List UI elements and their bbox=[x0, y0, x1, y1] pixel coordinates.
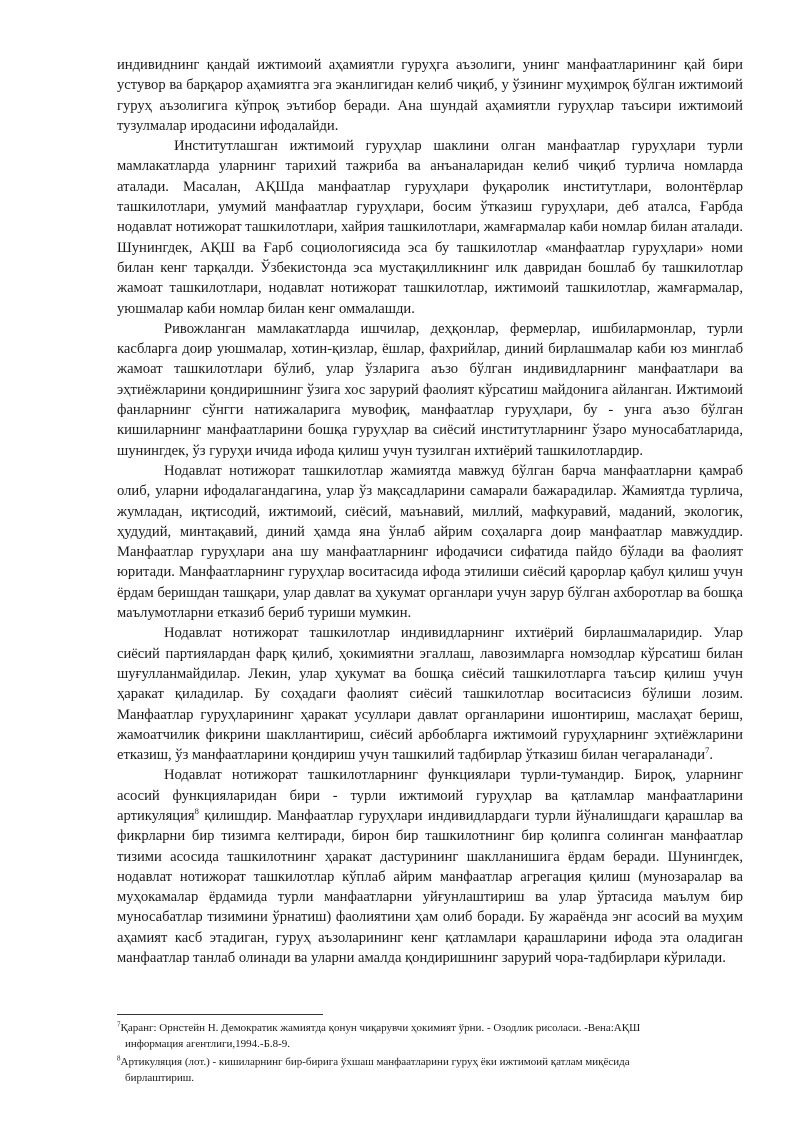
footnotes bbox=[117, 1021, 743, 1089]
footnote-separator bbox=[117, 1014, 323, 1015]
footnote-7 bbox=[117, 1021, 743, 1052]
footnote-ref-7[interactable]: 7 bbox=[705, 745, 710, 756]
paragraph-2: Институтлашган ижтимоий гуруҳлар шаклини олган манфаатлар гуруҳлари турли мамлакатларда уларнинг тарихий тажриба ва анъаналаридан келиб чиқиб турлича номларда аталади. Масалан, АҚШда манфаатлар гуруҳлари фуқаролик институтлари, волонтёрлар ташкилотлари, умумий манфаатлар гуруҳлари, босим ўтказиш гуруҳлари, деб аталса, Ғарбда нодавлат нотижорат ташкилотлари, хайрия ташкилотлари, жамғармалар каби номлар билан аталади. Шунингдек, АҚШ ва Ғарб социологиясида эса бу ташкилотлар «манфаатлар гуруҳлари» номи билан кенг тарқалди. Ўзбекистонда эса мустақилликнинг илк давридан бошлаб бу ташкилотлар жамоат ташкилотлари, нодавлат нотижорат ташкилотлар, ижтимоий ташкилотлар, жамғармалар, уюшмалар каби номлар билан кенг оммалашди. bbox=[117, 138, 743, 317]
paragraph-4: Нодавлат нотижорат ташкилотлар жамиятда мавжуд бўлган барча манфаатларни қамраб олиб, уларни ифодалагандагина, улар ўз мақсадларини самарали бажарадилар. Жамиятда турлича, жумладан, иқтисодий, ижтимоий, сиёсий, маънавий, миллий, мафкуравий, маданий, экологик, ҳудудий, минтақавий, диний ҳамда яна ўнлаб айрим соҳаларга доир манфаатлар мавжуддир. Манфаатлар гуруҳлари ана шу манфаатларнинг ифодачиси сифатида пайдо бўлади ва фаолият юритади. Манфаатларнинг гуруҳлар воситасида ифода этилиши сиёсий қарорлар қабул қилиш учун ёрдам беришдан ташқари, улар давлат ва ҳукумат органлари учун зарур бўлган ахборотлар ва бошқа маълумотларни етказиб бериб туриши мумкин. bbox=[117, 462, 743, 622]
footnote-8-mark: 8 bbox=[117, 1054, 121, 1063]
paragraph-5-text: Нодавлат нотижорат ташкилотлар индивидларнинг ихтиёрий бирлашмаларидир. Улар сиёсий партиялардан фарқ қилиб, ҳокимиятни эгаллаш, лавозимларга номзодлар кўрсатиш билан шуғулланмайдилар. Лекин, улар ҳукумат ва бошқа сиёсий ташкилотларга таъсир қилиш учун ҳаракат қиладилар. Бу соҳадаги фаолият сиёсий ташкилотлар воситасисиз бўлиши лозим. Манфаатлар гуруҳларининг ҳаракат усуллари давлат органларини ишонтириш, маслаҳат бериш, жамоатчилик фикрини шакллантириш, сиёсий арбобларга ижтимоий гуруҳларнинг эҳтиёжларини етказиш, ўз манфаатларини қондириш учун ташкилий тадбирлар ўтказиш билан чегараланади bbox=[117, 625, 743, 764]
footnote-7-line1: Қаранг: Орнстейн Н. Демократик жамиятда қонун чиқарувчи ҳокимият ўрни. - Озодлик рисоласи. -Вена:АҚШ bbox=[120, 1022, 641, 1034]
footnote-7-mark: 7 bbox=[117, 1020, 121, 1029]
footnote-8-line1: Артикуляция (лот.) - кишиларнинг бир-бирига ўхшаш манфаатларини гуруҳ ёки ижтимоий қатлам миқёсида bbox=[120, 1056, 630, 1069]
paragraph-5 bbox=[117, 623, 743, 765]
footnote-8-line2: бирлаштириш. bbox=[125, 1071, 194, 1084]
paragraph-5-tail: . bbox=[709, 747, 713, 764]
paragraph-3: Ривожланган мамлакатларда ишчилар, деҳқонлар, фермерлар, ишбилармонлар, турли касбларга доир уюшмалар, хотин-қизлар, ёшлар, фахрийлар, диний бирлашмалар каби юз минглаб жамоат ташкилотлари бўлиб, улар ўзларига аъзо бўлган индивидларнинг манфаатлари ва эҳтиёжларини қондиришнинг ўзига хос зарурий фаолият кўрсатиш майдонига айланган. Ижтимоий фанларнинг сўнгги натижаларига мувофиқ, манфаатлар гуруҳлари, бу - унга аъзо бўлган кишиларнинг манфаатларини бошқа гуруҳлар ва сиёсий институтларнинг ўзаро муносабатларида, шунингдек, ўз гуруҳи ичида ифода қилиш учун тузилган ихтиёрий ташкилотлардир. bbox=[117, 320, 743, 459]
paragraph-6 bbox=[117, 765, 743, 968]
body-text bbox=[117, 55, 743, 968]
footnote-ref-8[interactable]: 8 bbox=[194, 806, 199, 817]
paragraph-1: индивиднинг қандай ижтимоий аҳамиятли гуруҳга аъзолиги, унинг манфаатларининг қай бири устувор ва барқарор аҳамиятга эга эканлигидан келиб чиқиб, у ўзининг муҳимроқ бўлган ижтимоий гуруҳ аъзолигига кўпроқ эътибор беради. Ана шундай аҳамиятли гуруҳлар таъсири ижтимоий тузулмалар иродасини ифодалайди. bbox=[117, 57, 743, 134]
footnote-8 bbox=[117, 1055, 743, 1086]
footnote-7-line2: информация агентлиги,1994.-Б.8-9. bbox=[125, 1037, 291, 1050]
paragraph-6-text-before: Нодавлат нотижорат ташкилотларнинг функциялари турли-тумандир. Бироқ, уларнинг асосий функцияларидан бири - турли ижтимоий гуруҳлар ва қатламлар манфаатларини артикуляция bbox=[117, 767, 743, 824]
paragraph-6-text-after: қилишдир. Манфаатлар гуруҳлари индивидлардаги турли йўналишдаги қарашлар ва фикрларни бир тизимга келтиради, бирон бир ташкилотнинг бир қолипга солинган манфаатлар тизими асосида ташкилотнинг ҳаракат дастурининг шаклланишига ёрдам беради. Шунингдек, нодавлат нотижорат ташкилотлар кўплаб айрим манфаатлар агрегация қилиш (мунозаралар ва муҳокамалар ёрдамида турли манфаатларни уйғунлаштириш ва улар ўртасида маълум бир муносабатлар тизимини ўрнатиш) фаолиятини ҳам олиб боради. Бу жараёнда энг асосий ва муҳим аҳамият касб этадиган, гуруҳ аъзоларининг кенг қатламлари қарашларини ифода эта оладиган манфаатлар танлаб олинади ва уларни амалда қондиришнинг зарурий чора-тадбирлари кўрилади. bbox=[117, 807, 743, 967]
